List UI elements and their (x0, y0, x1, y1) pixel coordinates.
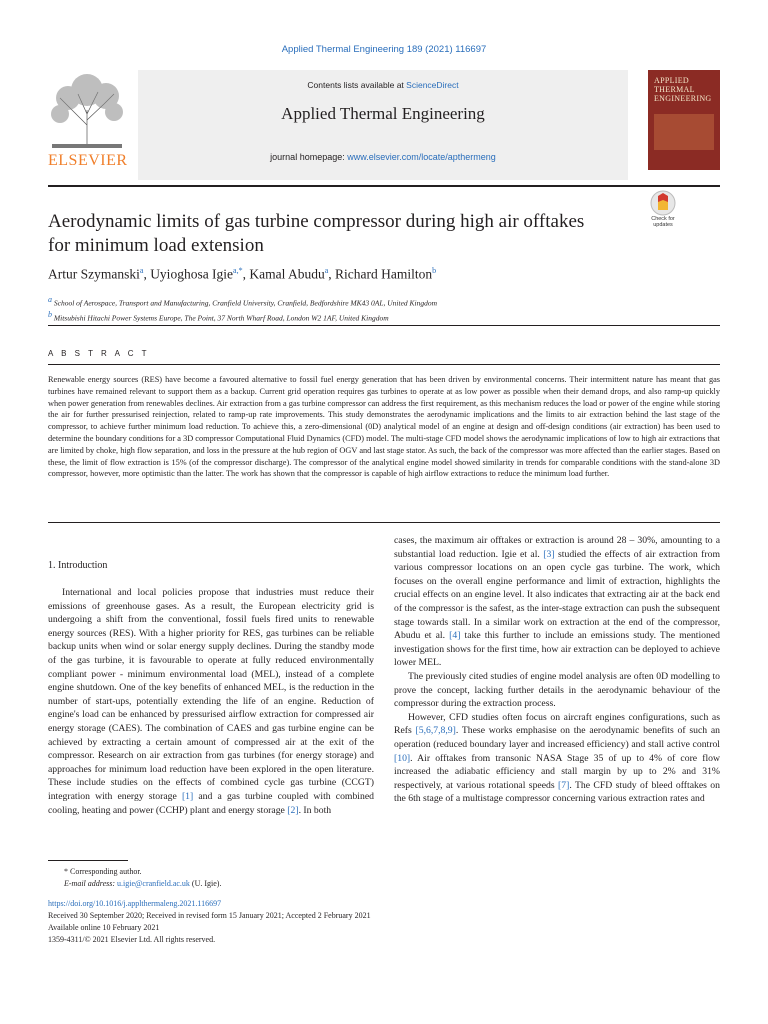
email-suffix: (U. Igie). (189, 879, 222, 888)
author-sup[interactable]: a (324, 266, 329, 275)
affiliations (48, 294, 688, 323)
citation-link[interactable]: [2] (287, 804, 299, 816)
footnote-email (48, 878, 448, 890)
author-name[interactable]: Artur Szymanski (48, 266, 140, 282)
author-sup[interactable]: a (139, 266, 144, 275)
homepage-link[interactable]: www.elsevier.com/locate/apthermeng (347, 152, 496, 162)
affiliation-divider (48, 325, 720, 326)
author-sup[interactable]: b (432, 266, 437, 275)
journal-title: Applied Thermal Engineering (281, 104, 485, 123)
affiliation-sup: a (48, 295, 52, 304)
paragraph-text: . These works emphasise on the aerodynamic benefits of such an operation (reduced boundary layer and increased efficiency) and stall active control (394, 725, 720, 750)
article-metadata (48, 898, 548, 946)
doi-link[interactable]: https://doi.org/10.1016/j.applthermaleng.2021.116697 (48, 899, 222, 908)
paragraph-text: take this further to include an emissions study. The mentioned investigation shows for the first time, how air extraction can be deployed to achieve lower MEL. (394, 630, 720, 669)
author-name[interactable]: Kamal Abudu (249, 266, 325, 282)
citation-link[interactable]: [7] (558, 779, 570, 791)
header-center-box (138, 70, 628, 180)
section-heading-introduction: 1. Introduction (48, 560, 108, 571)
paragraph (394, 670, 720, 711)
author-name[interactable]: Uyioghosa Igie (150, 266, 234, 282)
citation-link[interactable]: [3] (543, 548, 555, 560)
affiliation-item (48, 294, 688, 309)
paragraph-text: International and local policies propose that industries must reduce their emissions of greenhouse gases. As a result, the European electricity grid is undergoing a shift from the conventional, fossil fuels fired units to renewable energy sources (RES). With a higher priority for RES, gas turbines can be reliable backup units when wind or solar energy supply declines. During the standby mode of the gas turbine, it is favourable to operate at fully reduced environmentally compliant power - minimum environmental load (MEL), instead of a complete engine shutdown. One of the key benefits of enhanced MEL, is the reduction in the number of start-ups, potentially extending the life of an engine. Reduction of engine's load can be enhanced by pressurised airflow extraction for compressed air energy storage (CAES). The combination of CAES and gas turbine engine can be achieved by extracting a certain amount of compressed air at the exit of the compressor. Research on air extraction from gas turbines (for energy storage) and approaches for minimum load reduction have been explored in the open literature. These include studies on the effects of combined cycle gas turbine (CCGT) integration with energy storage (48, 587, 374, 802)
elsevier-wordmark: ELSEVIER (48, 152, 128, 169)
affiliation-text: School of Aerospace, Transport and Manufacturing, Cranfield University, Cranfield, Bedfordshire MK43 0AL, United Kingdom (53, 298, 438, 308)
abstract-text: Renewable energy sources (RES) have become a favoured alternative to fossil fuel energy generation that has been driven by environmental concerns. Their intermittent nature has meant that gas turbines have remained relevant to support them as a backup. Current grid operation requires gas turbines to operate at as low power as possible when their demand drops, and also ramp-up quickly when power generation from renewables declines. Air extraction from a gas turbine compressor can address the first requirement, as this mechanism reduces the load or power of the engine while storing the air for further pressurised reinjection, related to ramp-up rate improvements. This study demonstrates the aerodynamic implications and the limits to air extraction behind the last stage of the compressor, to achieve further minimum load reduction. To achieve this, a zero-dimensional (0D) analytical model of an engine at design and off-design conditions (air extraction) has been used to determine the boundary conditions for a 3D compressor Computational Fluid Dynamics (CFD) model. The multi-stage CFD model shows the aerodynamic implications of low to high air extractions that are limited by choke, high flow separation, and loss in the pressure at the hub region of OGV and last stage stator. As such, the back of the compressor was more affected than the earlier stages. Based on these, the limit of flow extraction is 15% (of the compressor discharge). The compressor of the analytical engine model showed similarity in trends for comparable conditions with the stand-alone 3D compressor, however, more optimistic than the latter. The work has shown that the compressor is capable of high airflow extractions to reduce the minimum load further. (48, 375, 720, 479)
homepage-label: journal homepage: (270, 152, 348, 162)
abstract-divider (48, 364, 720, 365)
paragraph (394, 534, 720, 670)
cover-art (654, 114, 714, 150)
check-updates-label: Check for updates (651, 216, 675, 228)
email-link[interactable]: u.igie@cranfield.ac.uk (117, 879, 190, 888)
right-column (394, 534, 720, 806)
footnotes (48, 866, 448, 890)
paragraph-text: The previously cited studies of engine model analysis are often 0D modelling to prove the concept, lacking further details in the aerodynamic behaviour of the compressor during the extraction process. (394, 670, 720, 710)
left-column (48, 586, 374, 817)
copyright: 1359-4311/© 2021 Elsevier Ltd. All rights reserved. (48, 935, 216, 944)
author-sup[interactable]: a,* (233, 266, 243, 275)
contents-line (138, 80, 628, 90)
journal-reference[interactable]: Applied Thermal Engineering 189 (2021) 116697 (281, 44, 487, 55)
abstract-end-divider (48, 522, 720, 523)
email-label: E-mail address: (64, 879, 118, 888)
homepage-line (138, 152, 628, 162)
paragraph-text: . Air offtakes from transonic NASA Stage 35 of up to 4% of core flow increased the adiabatic efficiency and stall margin by up to 2% and 31% respectively, at various rotational speeds (394, 752, 720, 791)
paragraph-text: studied the effects of air extraction from various compressor locations on an open cycle gas turbine. The work, which focuses on the overall engine performance and limit of extraction, highlights the crucial effects on an engine level. It also indicates that extracting air at the back end of the compressor is the safest, as the inter-stage extraction can push the subsequent stage towards stall. In a similar work on extraction at the end of the compressor, Abudu et al. (394, 548, 720, 642)
paragraph (394, 711, 720, 806)
contents-prefix: Contents lists available at (307, 80, 407, 90)
footnote-corresponding: * Corresponding author. (64, 867, 142, 876)
author-list: Artur Szymanski$^a$, Uyioghosa Igie$^{a,*}$, Kamal Abudu$^a$, Richard Hamilton$^b$ (48, 266, 437, 282)
available-online: Available online 10 February 2021 (48, 923, 160, 932)
article-title: Aerodynamic limits of gas turbine compressor during high air offtakes for minimum load extension (48, 211, 585, 256)
affiliation-text: Mitsubishi Hitachi Power Systems Europe, The Point, 37 North Wharf Road, London W2 1AF, United Kingdom (53, 313, 389, 322)
journal-cover-thumbnail[interactable] (648, 70, 720, 170)
citation-link[interactable]: [10] (394, 752, 411, 764)
paragraph-text: and a gas turbine coupled with combined cooling, heating and power (CCHP) plant and energy storage (48, 790, 374, 816)
footnote-divider (48, 860, 128, 861)
abstract-heading: A B S T R A C T (48, 349, 150, 358)
citation-link[interactable]: [5,6,7,8,9] (415, 725, 456, 737)
paragraph-text: . The CFD study of bleed offtakes on the 6th stage of a multistage compressor concerning various extraction rates and (394, 779, 720, 805)
journal-header (48, 70, 720, 182)
received-dates: Received 30 September 2020; Received in revised form 15 January 2021; Accepted 2 February 2021 (48, 911, 371, 920)
citation-link[interactable]: [4] (449, 630, 461, 642)
affiliation-item (48, 309, 688, 324)
affiliation-sup: b (48, 309, 52, 319)
paragraph (48, 586, 374, 817)
citation-link[interactable]: [1] (181, 790, 194, 802)
author-name[interactable]: Richard Hamilton (335, 266, 433, 282)
sciencedirect-link[interactable]: ScienceDirect (406, 80, 459, 90)
check-for-updates-badge[interactable] (648, 190, 678, 230)
paragraph-text: However, CFD studies often focus on aircraft engines configurations, such as Refs (394, 711, 720, 737)
paragraph-text: cases, the maximum air offtakes or extraction is around 28 – 30%, amounting to a substantial load reduction. Igie et al. (394, 535, 720, 560)
paragraph-text: . In both (298, 804, 332, 816)
header-divider (48, 185, 720, 187)
cover-title: APPLIED THERMAL ENGINEERING (654, 76, 712, 103)
